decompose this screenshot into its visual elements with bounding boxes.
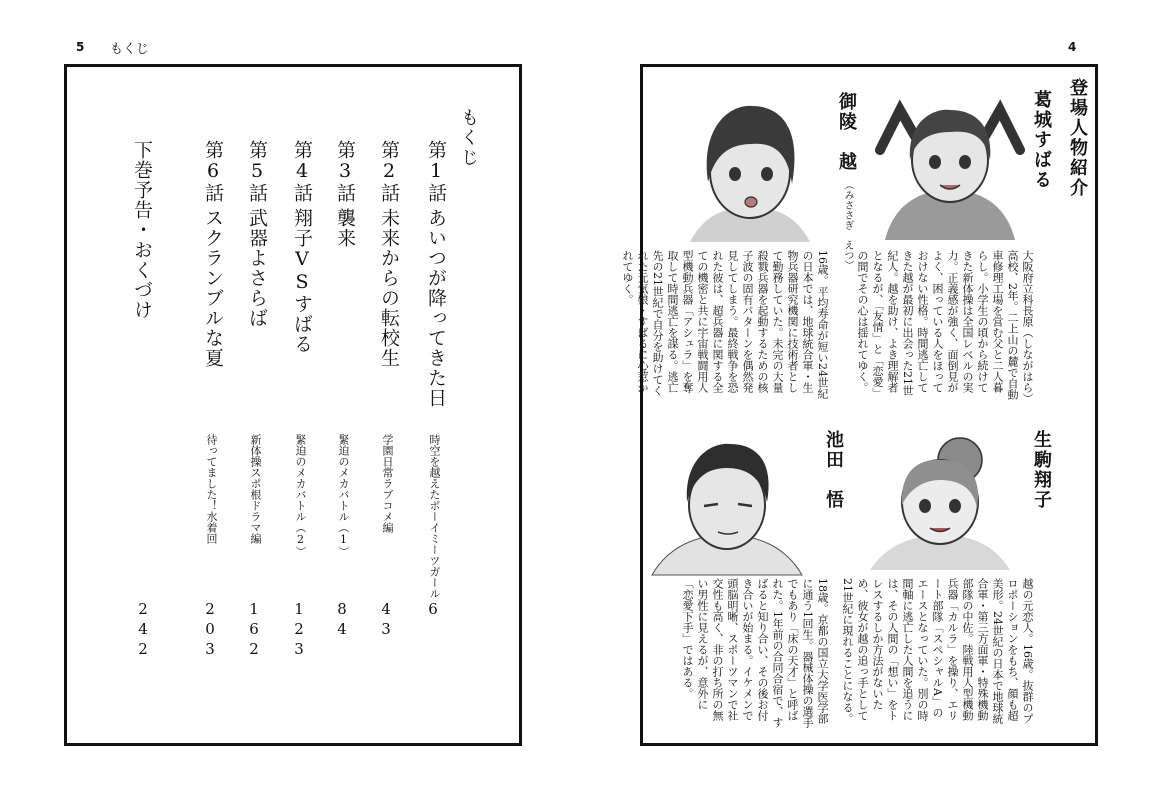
chapter-subtitle: 緊迫のメカバトル（2） [294, 434, 307, 557]
chapter-subtitle: 新体操スポ根ドラマ編 [249, 434, 262, 544]
chapter-title: 武器よさらば [246, 208, 268, 328]
chapter-title: 襲来 [334, 208, 356, 248]
character-name: 生駒翔子 [1031, 430, 1052, 510]
section-title: 登場人物紹介 [1067, 78, 1088, 198]
chapter-page: 43 [377, 600, 395, 640]
toc-entry[interactable] [323, 140, 363, 740]
chapter-page: 203 [201, 600, 219, 660]
chapter-subtitle: 学園日常ラブコメ編 [381, 434, 394, 533]
toc-title: もくじ [458, 108, 479, 168]
toc-entry-preview[interactable] [128, 140, 158, 440]
chapter-subtitle: 緊迫のメカバトル（1） [337, 434, 350, 557]
character-bio: 越の元恋人。16歳。抜群のプロポーションをもち、顔も超美形。24世紀の日本で地球統合軍・第三方面軍・特殊機動部隊の中佐。陸戦用人型機動兵器「カルラ」を操り、エリート部隊「スペシャルA」のエースとなっていた。別の時間軸に逃亡した人間を追うには、その人間の「想い」をトレスするしか方法がないため、彼女が越の追っ手として21世紀に現れることになる。 [841, 578, 1034, 724]
portrait-satoru [652, 430, 802, 575]
toc-entry[interactable] [280, 140, 320, 740]
character-name: 池田 悟 [823, 430, 844, 510]
character-bio: 18歳。京都の国立大学医学部に通う1回生。器械体操の選手でもあり「床の天才」と呼ばれた。1年前の合同合宿で、すばると知り合い、その後お付き合いが始まる。イケメンで頭脳明晰、スポーツマンで社交性も高く、非の打ち所の無い男性に見えるが、意外に「恋愛下手」ではある。 [681, 578, 829, 728]
portrait-shoko [865, 430, 1015, 570]
character-name: 葛城すばる [1031, 90, 1052, 190]
chapter-subtitle: 時空を越えたボーイミーツガール [428, 434, 441, 599]
chapter-number: 第5話 [246, 140, 268, 203]
preview-title: 下巻予告・おくづけ [131, 140, 153, 320]
running-header: もくじ [110, 42, 150, 57]
toc-entry[interactable] [191, 140, 231, 740]
chapter-title: スクランブルな夏 [202, 208, 224, 368]
toc-entry[interactable] [414, 140, 454, 740]
page-number-right: 4 [1068, 40, 1077, 54]
chapter-title: あいつが降ってきた日 [425, 208, 447, 408]
character-bio: 大阪府立科長原（しながはら）高校、2年。二上山の麓で自動車修理工場を営む父と二人暮らし。小学生の頃から続けてきた新体操は全国レベルの実力。正義感が強く、面倒見がよく、困っている人をほっておけない性格。時間逃亡してきた越が最初に出会った21世紀人。越を助け、よき理解者となるが、「友情」と「恋愛」の間でその心は揺れてゆく。 [856, 250, 1034, 400]
character-bio: 16歳。平均寿命が短い24世紀の日本では、地球統合軍・生物兵器研究機関に技術者として勤務していた。未完の大量殺戮兵器を起動するための核子波の固有パターンを偶然発見してしまう。最終戦争を恐れた彼は、超兵器に関する全ての機密と共に宇宙戦闘用人型機動兵器「アシュラ」を奪取して時間逃亡を謀る。逃亡先の21世紀で自分を助けてくれた元気娘・すばるに心惹かれてゆく。 [621, 250, 829, 399]
chapter-page: 6 [424, 600, 442, 620]
toc-entry[interactable] [367, 140, 407, 740]
chapter-title: 翔子VSすばる [291, 208, 313, 354]
chapter-subtitle: 待ってました！水着回 [205, 434, 218, 544]
character-reading: （みささぎ えつ） [842, 180, 853, 270]
chapter-title: 未来からの転校生 [378, 208, 400, 368]
chapter-page: 123 [290, 600, 308, 660]
chapter-number: 第1話 [425, 140, 447, 203]
chapter-number: 第6話 [202, 140, 224, 203]
toc-entry[interactable] [235, 140, 275, 740]
character-name: 御陵 越 [836, 92, 857, 172]
portrait-etsu [680, 92, 820, 242]
portrait-subaru [875, 90, 1025, 240]
chapter-page: 84 [333, 600, 351, 640]
page-number-left: 5 [76, 40, 85, 54]
chapter-number: 第3話 [334, 140, 356, 203]
preview-page: 242 [134, 600, 152, 660]
chapter-number: 第2話 [378, 140, 400, 203]
chapter-page: 162 [245, 600, 263, 660]
chapter-number: 第4話 [291, 140, 313, 203]
